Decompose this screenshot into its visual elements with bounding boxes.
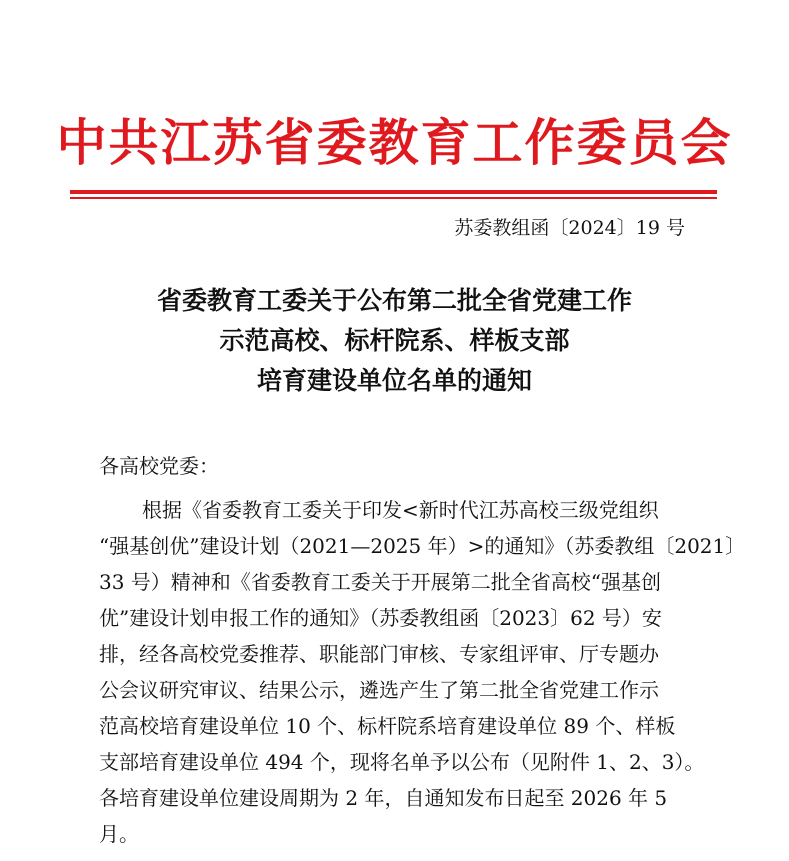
document-title [0,281,789,401]
title-line: 省委教育工委关于公布第二批全省党建工作 [156,286,632,315]
paragraph-line: 公会议研究审议、结果公示，遴选产生了第二批全省党建工作示 [99,678,659,702]
document-body [99,448,746,852]
paragraph-line: “强基创优”建设计划（2021—2025 年）>的通知》（苏委教组〔2021〕 [99,534,746,558]
paragraph-line: 支部培育建设单位 494 个，现将名单予以公布（见附件 1、2、3）。 [99,750,705,774]
title-line: 培育建设单位名单的通知 [256,366,532,395]
paragraph-line: 排，经各高校党委推荐、职能部门审核、专家组评审、厅专题办 [99,642,659,666]
paragraph-line: 根据《省委教育工委关于印发<新时代江苏高校三级党组织 [142,498,659,522]
organization-header: 中共江苏省委教育工作委员会 [56,113,733,172]
header-red-rule-thick [70,190,717,194]
paragraph-line: 33 号）精神和《省委教育工委关于开展第二批全省高校“强基创 [99,570,662,594]
paragraph-line: 范高校培育建设单位 10 个、标杆院系培育建设单位 89 个、样板 [99,714,676,738]
paragraph-line: 月。 [99,822,139,846]
paragraph-line: 优”建设计划申报工作的通知》（苏委教组函〔2023〕62 号）安 [99,606,662,630]
header-red-rule-thin [70,197,717,199]
salutation: 各高校党委： [99,454,219,478]
document-number: 苏委教组函〔2024〕19 号 [454,217,685,239]
paragraph-line: 各培育建设单位建设周期为 2 年，自通知发布日起至 2026 年 5 [99,786,668,810]
title-line: 示范高校、标杆院系、样板支部 [219,326,570,355]
